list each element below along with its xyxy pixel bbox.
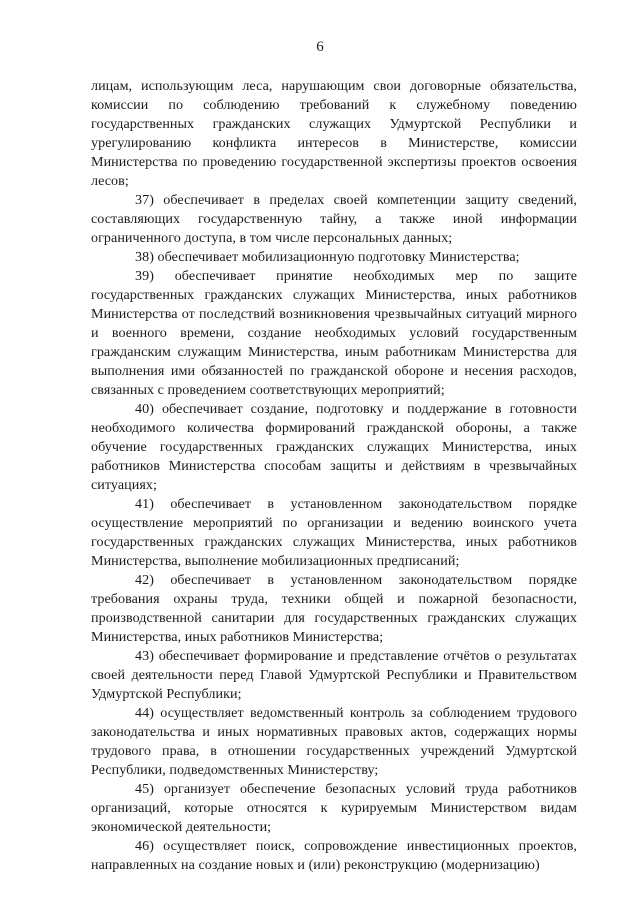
paragraph-item-37: 37) обеспечивает в пределах своей компетенции защиту сведений, составляющих государственную тайну, а также иной информации ограниченного доступа, в том числе персональных данных; (91, 192, 577, 246)
paragraph-item-40: 40) обеспечивает создание, подготовку и поддержание в готовности необходимого количества формирований гражданской обороны, а также обучение государственных гражданских служащих Министерства, иных работников Министерства способам защиты и действиям в чрезвычайных ситуациях; (91, 401, 577, 493)
document-body (91, 77, 577, 875)
paragraph-item-44: 44) осуществляет ведомственный контроль за соблюдением трудового законодательства и иных нормативных правовых актов, содержащих нормы трудового права, в отношении государственных учреждений Удмуртской Республики, подведомственных Министерству; (91, 705, 577, 778)
paragraph-item-42: 42) обеспечивает в установленном законодательством порядке требования охраны труда, техники общей и пожарной безопасности, производственной санитарии для государственных гражданских служащих Министерства, иных работников Министерства; (91, 572, 577, 645)
paragraph-item-41: 41) обеспечивает в установленном законодательством порядке осуществление мероприятий по организации и ведению воинского учета государственных гражданских служащих Министерства, иных работников Министерства, выполнение мобилизационных предписаний; (91, 496, 577, 569)
paragraph-item-46: 46) осуществляет поиск, сопровождение инвестиционных проектов, направленных на создание новых и (или) реконструкцию (модернизацию) (91, 838, 577, 873)
paragraph-item-43: 43) обеспечивает формирование и представление отчётов о результатах своей деятельности перед Главой Удмуртской Республики и Правительством Удмуртской Республики; (91, 648, 577, 702)
paragraph-item-39: 39) обеспечивает принятие необходимых мер по защите государственных гражданских служащих Министерства, иных работников Министерства от последствий возникновения чрезвычайных ситуаций мирного и военного времени, создание необходимых условий государственным гражданским служащим Министерства, иным работникам Министерства для выполнения ими обязанностей по гражданской обороне и несения расходов, связанных с проведением соответствующих мероприятий; (91, 268, 577, 398)
page-number: 6 (316, 39, 324, 55)
paragraph-continuation: лицам, использующим леса, нарушающим свои договорные обязательства, комиссии по соблюдению требований к служебному поведению государственных гражданских служащих Удмуртской Республики и урегулированию конфликта интересов в Министерстве, комиссии Министерства по проведению государственной экспертизы проектов освоения лесов; (91, 78, 577, 189)
paragraph-item-45: 45) организует обеспечение безопасных условий труда работников организаций, которые относятся к курируемым Министерством видам экономической деятельности; (91, 781, 577, 835)
paragraph-item-38: 38) обеспечивает мобилизационную подготовку Министерства; (135, 249, 520, 265)
